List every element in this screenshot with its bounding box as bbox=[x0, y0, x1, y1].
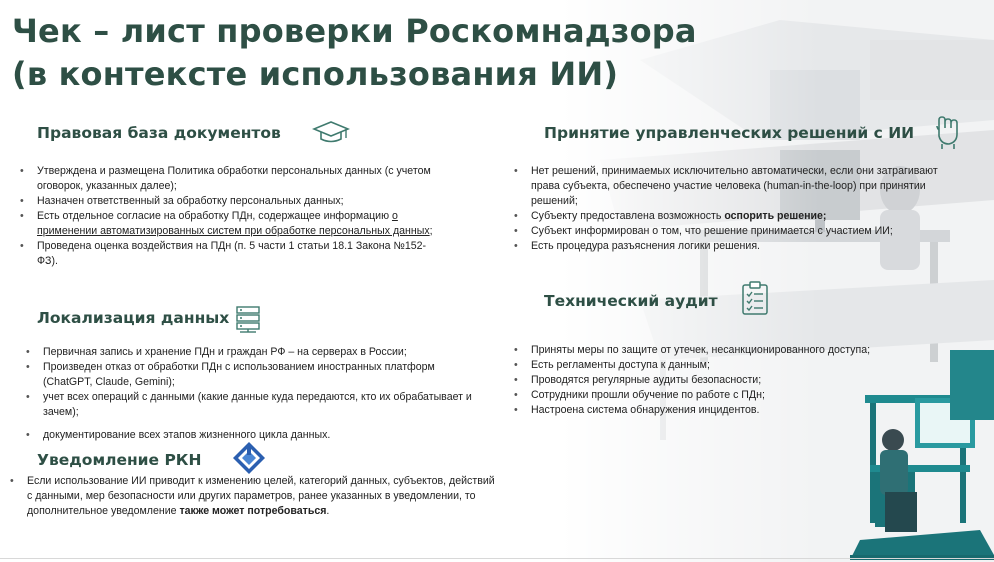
list-item: • Субъект информирован о том, что решение принимается с участием ИИ; bbox=[514, 224, 944, 239]
list-item: • Приняты меры по защите от утечек, несанкционированного доступа; bbox=[514, 343, 934, 358]
rkn-notice-heading: Уведомление РКН bbox=[37, 451, 202, 469]
list-item: • Есть регламенты доступа к данным; bbox=[514, 358, 934, 373]
legal-base-list bbox=[20, 164, 440, 269]
list-item: • документирование всех этапов жизненного цикла данных. bbox=[26, 428, 476, 443]
slide-title bbox=[12, 10, 697, 96]
list-item: • Первичная запись и хранение ПДн и граждан РФ – на серверах в России; bbox=[26, 345, 476, 360]
underlined-text: о применении автоматизированных систем при обработке персональных данных bbox=[37, 210, 430, 237]
bold-text: также может потребоваться bbox=[179, 505, 327, 517]
list-item bbox=[514, 209, 944, 224]
list-item: • Есть процедура разъяснения логики решения. bbox=[514, 239, 944, 254]
decisions-list bbox=[514, 164, 944, 254]
localization-heading: Локализация данных bbox=[37, 309, 230, 327]
bold-text: оспорить решение; bbox=[724, 210, 827, 222]
legal-base-heading: Правовая база документов bbox=[37, 124, 281, 142]
list-item: • Настроена система обнаружения инцидентов. bbox=[514, 403, 934, 418]
list-item: • Произведен отказ от обработки ПДн с использованием иностранных платформ (ChatGPT, Claude, Gemini); bbox=[26, 360, 476, 390]
list-item: • Назначен ответственный за обработку персональных данных; bbox=[20, 194, 440, 209]
list-item: • Нет решений, принимаемых исключительно автоматически, если они затрагивают права субъекта, обеспечено участие человека (human-in-the-loop) при принятии решений; bbox=[514, 164, 944, 209]
list-item-text: . bbox=[326, 505, 330, 517]
title-line-1: Чек – лист проверки Роскомнадзора bbox=[12, 12, 697, 50]
decisions-heading: Принятие управленческих решений с ИИ bbox=[544, 124, 915, 142]
server-rack-icon bbox=[234, 305, 262, 333]
roskomnadzor-logo-icon bbox=[232, 441, 266, 475]
list-item: • Проводятся регулярные аудиты безопасности; bbox=[514, 373, 934, 388]
list-item bbox=[10, 474, 500, 519]
rkn-notice-list bbox=[10, 474, 500, 519]
list-item: • учет всех операций с данными (какие данные куда передаются, кто их обрабатывает и зачем); bbox=[26, 390, 476, 420]
list-item: • Проведена оценка воздействия на ПДн (п. 5 части 1 статьи 18.1 Закона №152-ФЗ). bbox=[20, 239, 440, 269]
list-item: • Утверждена и размещена Политика обработки персональных данных (с учетом оговорок, указанных далее); bbox=[20, 164, 440, 194]
list-item-text: Есть отдельное согласие на обработку ПДн, содержащее информацию bbox=[37, 210, 392, 222]
title-line-2: (в контексте использования ИИ) bbox=[12, 55, 619, 93]
audit-heading: Технический аудит bbox=[544, 292, 718, 310]
graduation-cap-icon bbox=[312, 120, 350, 144]
localization-list bbox=[26, 345, 476, 443]
list-item bbox=[20, 209, 440, 239]
list-item-text: Если использование ИИ приводит к изменению целей, категорий данных, субъектов, действий с данными, мер безопасности или других параметров, ранее указанных в уведомлении, то дополнительное уведомление bbox=[27, 475, 495, 517]
list-item-text: Субъекту предоставлена возможность bbox=[531, 210, 725, 222]
raised-fist-icon bbox=[932, 114, 964, 150]
audit-list bbox=[514, 343, 934, 418]
slide-bottom-border bbox=[0, 558, 994, 559]
list-item: • Сотрудники прошли обучение по работе с ПДн; bbox=[514, 388, 934, 403]
list-item-text: ; bbox=[429, 225, 433, 237]
clipboard-checklist-icon bbox=[740, 280, 770, 316]
